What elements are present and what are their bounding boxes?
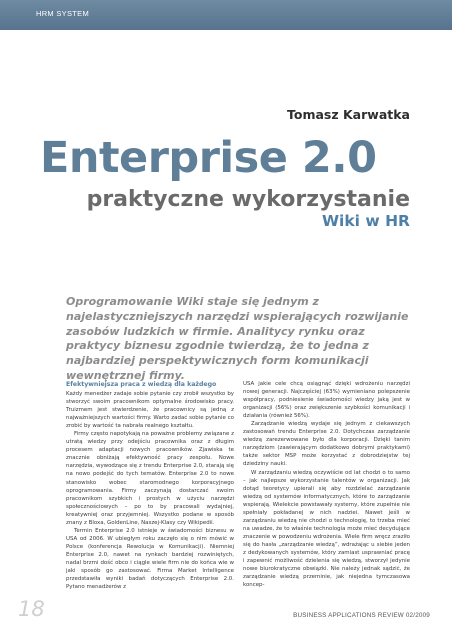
section-heading: Efektywniejsza praca z wiedzą dla każdego [66, 381, 217, 388]
body-column-right [243, 380, 410, 589]
page-number: 18 [18, 597, 45, 621]
body-paragraph: Zarządzanie wiedzą wydaje się jednym z ciekawszych zastosowań trendu Enterprise 2.0. Dotychczas zarządzanie wiedzą zarezerwowane było dla korporacji. Dzięki tanim narzędziom (zawierającym dodatkowo dobrymi praktykami) także sektor MSP może korzystać z dobrodziejstw tej dziedziny nauki. [243, 421, 410, 468]
body-paragraph: Firmy często napotykają na poważne problemy związane z utratą wiedzy przy odejściu pracownika oraz z długim procesem adaptacji nowych pracowników. Zjawiska te znacznie obniżają efektywność pracy zespołu. Nowe narzędzia, wywodzące się z trendu Enterprise 2.0, starają się na nowo podejść do tych tematów. Enterprise 2.0 to nowe stanowisko wobec staromodnego korporacyjnego oprogramowania. Firmy zaczynają dostarczać swoim pracownikom szybkich i prostych w użyciu narzędzi społecznościowych – po to by pracowali wydajniej, kreatywniej oraz przyjemniej. Wszystko podane w sposób znany z Bloxa, GoldenLine, Naszej-Klasy czy Wikipedii. [66, 431, 234, 526]
body-paragraph: USA jakie cele chcą osiągnąć dzięki wdrożeniu narzędzi nowej generacji. Najczęściej (63%) wymieniano polepszenie współpracy, podniesienie świadomości wiedzy jaką jest w organizacji (56%) oraz zwiększenie szybkości komunikacji i działania (również 56%). [243, 381, 410, 420]
body-paragraph: Termin Enterprise 2.0 istnieje w świadomości biznesu w USA od 2006. W ubiegłym roku zaczęło się o nim mówić w Polsce (konferencja Rewolucja w Komunikacji). Niemniej Enterprise 2.0, nawet na rynkach bardziej rozwiniętych, nadal brzmi dość obco i ciągle wiele firm nie do końca wie w jaki sposób go zastosować. Firma Market Intelligence przedstawiła wyniki badań dotyczących Enterprise 2.0. Pytano menadżerów z [66, 527, 234, 591]
body-paragraph: W zarządzaniu wiedzą oczywiście od lat chodzi o to samo – jak najlepsze wykorzystanie talentów w organizacji. Jak dotąd teoretycy upierali się aby rozdzielać zarządzanie wiedzą od systemów informatycznych, które to zarządzanie wspierają. Wielekcie powstawały systemy, które zupełnie nie spełniały pokładanej w nich nadziei. Nawet jeśli w zarządzaniu wiedzą nie chodzi o technologię, to trzeba mieć na uwadze, że to właśnie technologia może mieć decydujące znaczenie w powodzeniu wdrożenia. Wiele firm wręcz zraziło się do hasła „zarządzanie wiedzą”, wdrażając u siebie jeden z dedykowanych systemów, który zamiast usprawniać pracę i zapewnić możliwość dzielenia się wiedzą, stworzył jedynie nowe biurokratyczne obwiązki. Nie należy jednak sądzić, że zarządzanie wiedzą przeminie, jak niejedna tymczasowa koncep- [243, 469, 410, 589]
body-paragraph: Każdy menedżer zadaje sobie pytanie czy zrobił wszystko by stworzyć swoim pracownikom optymalne środowisko pracy. Truizmem jest stwierdzenie, że pracownicy są jedną z najważniejszych wartości firmy. Warto zadać sobie pytanie co zrobić by wartość ta nabrała realnego kształtu. [66, 391, 234, 430]
author-name: Tomasz Karwatka [287, 107, 410, 122]
article-subtitle: praktyczne wykorzystanie [86, 187, 410, 212]
section-label: HRM SYSTEM [36, 9, 90, 18]
article-subtitle-secondary: Wiki w HR [321, 212, 410, 230]
article-lead: Oprogramowanie Wiki staje się jednym z najelastyczniejszych narzędzi wspierających rozwijanie zasobów ludzkich w firmie. Analitycy rynku oraz praktycy biznesu zgodnie twierdzą, że to jedna z najbardziej perspektywicznych form komunikacji wewnętrznej firmy. [66, 295, 409, 382]
body-column-left [66, 380, 234, 591]
header-bar [0, 0, 452, 30]
publication-footer: BUSINESS APPLICATIONS REVIEW 02/2009 [293, 612, 430, 619]
article-title: Enterprise 2.0 [40, 133, 377, 183]
